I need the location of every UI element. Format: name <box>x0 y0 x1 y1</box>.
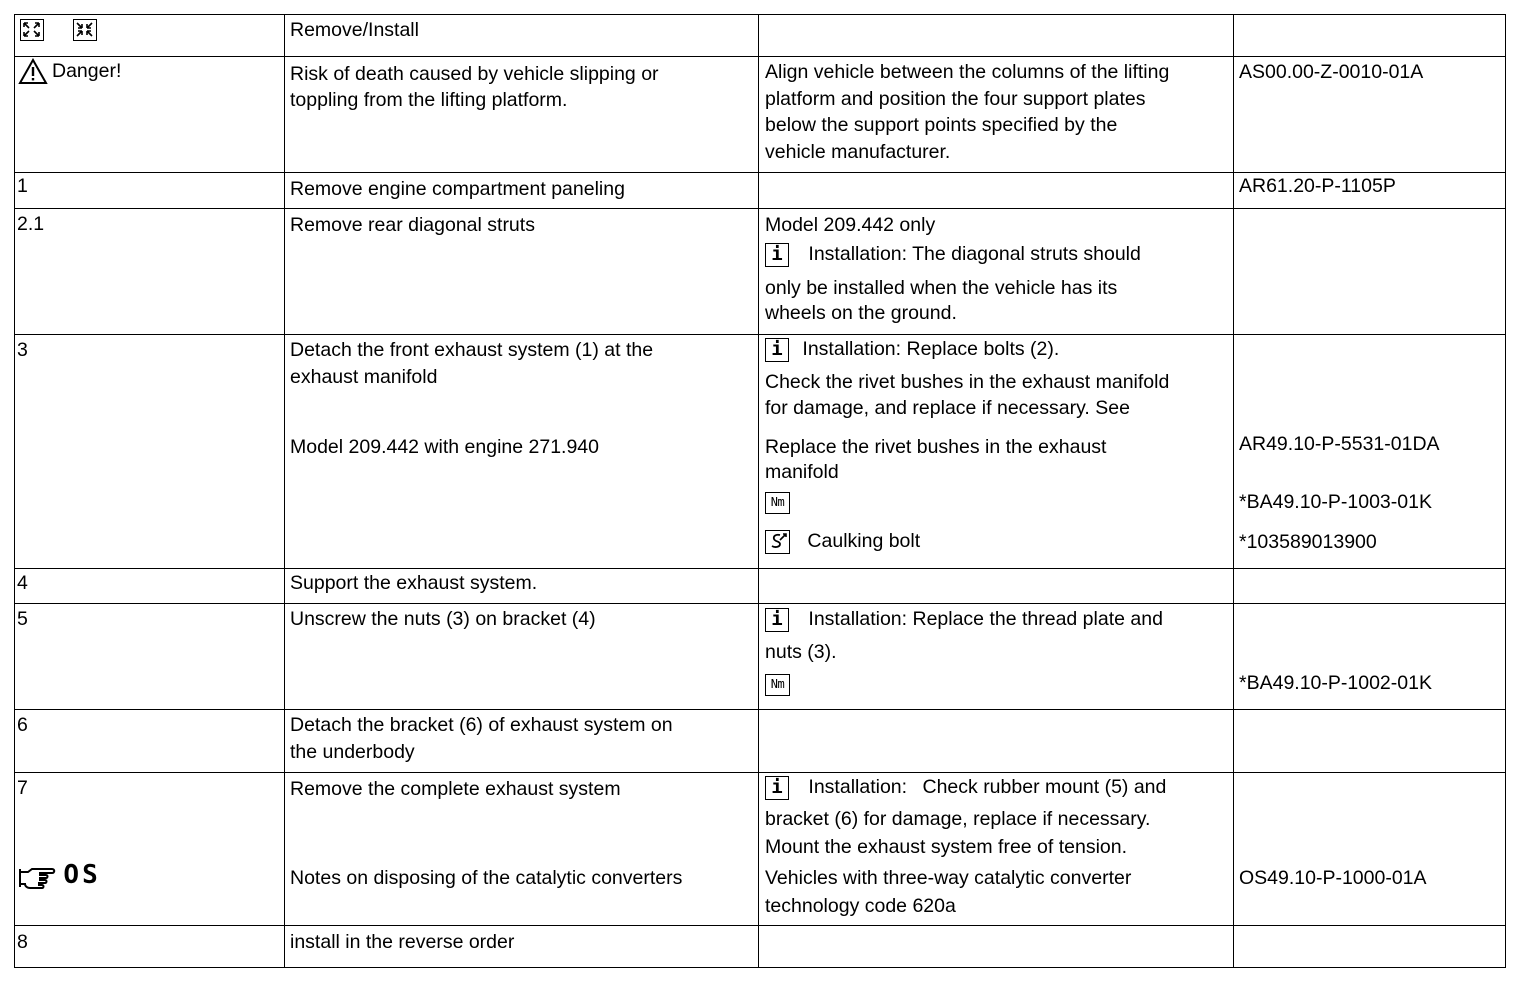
column-divider <box>284 14 285 968</box>
step-ref[interactable]: OS49.10-P-1000-01A <box>1239 867 1427 889</box>
column-divider <box>1233 14 1234 968</box>
danger-note-line: platform and position the four support plates <box>765 88 1146 110</box>
step-note-line: Installation: Replace the thread plate and <box>808 608 1163 630</box>
step-text: install in the reverse order <box>290 931 515 953</box>
info-note-group <box>765 242 1141 268</box>
info-note-group <box>765 775 1166 801</box>
tool-label: Caulking bolt <box>807 530 921 552</box>
os-label: OS <box>63 860 101 890</box>
torque-ref[interactable]: *BA49.10-P-1003-01K <box>1239 491 1432 513</box>
step-number: 6 <box>17 714 28 736</box>
torque-nm-icon: Nm <box>765 674 790 696</box>
row-divider <box>14 14 1506 15</box>
step-number: 7 <box>17 777 28 799</box>
header-label: Remove/Install <box>290 19 419 41</box>
danger-note-line: vehicle manufacturer. <box>765 141 951 163</box>
row-divider <box>14 172 1506 173</box>
danger-label-group <box>18 58 121 85</box>
os-group <box>18 858 101 893</box>
disposal-text: Notes on disposing of the catalytic converters <box>290 867 683 889</box>
step-text: Unscrew the nuts (3) on bracket (4) <box>290 608 596 630</box>
row-divider <box>14 334 1506 335</box>
step-ref[interactable]: AR49.10-P-5531-01DA <box>1239 433 1440 455</box>
step-note-line: Check the rivet bushes in the exhaust manifold <box>765 371 1170 393</box>
step-text-line: exhaust manifold <box>290 366 438 388</box>
info-note-group <box>765 337 1059 363</box>
info-note-group <box>765 607 1163 633</box>
info-icon: i <box>765 243 789 267</box>
danger-ref[interactable]: AS00.00-Z-0010-01A <box>1239 61 1424 83</box>
step-number: 5 <box>17 608 28 630</box>
step-number: 4 <box>17 572 28 594</box>
step-replace-line: Replace the rivet bushes in the exhaust <box>765 436 1107 458</box>
row-divider <box>14 967 1506 968</box>
pointing-hand-icon <box>18 865 58 891</box>
torque-group <box>765 490 790 516</box>
info-icon: i <box>765 776 789 800</box>
row-divider <box>14 208 1506 209</box>
step-text-line: Detach the front exhaust system (1) at the <box>290 339 654 361</box>
step-note-model: Model 209.442 only <box>765 214 936 236</box>
step-text-line: Detach the bracket (6) of exhaust system on <box>290 714 673 736</box>
row-divider <box>14 56 1506 57</box>
danger-label: Danger! <box>52 59 122 82</box>
step-model-text: Model 209.442 with engine 271.940 <box>290 436 599 458</box>
danger-text-line: toppling from the lifting platform. <box>290 89 568 111</box>
step-note-line: nuts (3). <box>765 641 837 663</box>
step-note-line: wheels on the ground. <box>765 302 957 324</box>
step-text: Remove rear diagonal struts <box>290 214 535 236</box>
torque-ref[interactable]: *BA49.10-P-1002-01K <box>1239 672 1432 694</box>
step-number: 3 <box>17 339 28 361</box>
column-divider <box>758 14 759 968</box>
info-icon: i <box>765 608 789 632</box>
row-divider <box>14 772 1506 773</box>
danger-note-line: below the support points specified by the <box>765 114 1118 136</box>
danger-note-line: Align vehicle between the columns of the lifting <box>765 61 1170 83</box>
step-note-line: for damage, and replace if necessary. See <box>765 397 1130 419</box>
step-text: Support the exhaust system. <box>290 572 538 594</box>
column-divider <box>1505 14 1506 968</box>
step-note-line: only be installed when the vehicle has its <box>765 277 1118 299</box>
step-note-line: Installation: The diagonal struts should <box>808 243 1141 265</box>
step-note-line: Mount the exhaust system free of tension. <box>765 836 1128 858</box>
step-number: 2.1 <box>17 213 45 235</box>
step-ref[interactable]: AR61.20-P-1105P <box>1239 175 1396 197</box>
row-divider <box>14 568 1506 569</box>
row-divider <box>14 925 1506 926</box>
step-text: Remove engine compartment paneling <box>290 178 625 200</box>
torque-nm-icon: Nm <box>765 492 790 514</box>
step-replace-line: manifold <box>765 461 839 483</box>
step-text: Remove the complete exhaust system <box>290 778 621 800</box>
danger-text-line: Risk of death caused by vehicle slipping or <box>290 63 659 85</box>
step-note-line: bracket (6) for damage, replace if necessary. <box>765 808 1151 830</box>
collapse-icon[interactable] <box>73 19 97 41</box>
special-tool-icon <box>765 530 790 554</box>
row-divider <box>14 603 1506 604</box>
torque-group <box>765 672 790 698</box>
tool-ref[interactable]: *103589013900 <box>1239 531 1377 553</box>
step-number: 1 <box>17 175 28 197</box>
step-note-line: Check rubber mount (5) and <box>922 776 1167 798</box>
vehicle-note-line: technology code 620a <box>765 895 956 917</box>
step-number: 8 <box>17 931 28 953</box>
expand-icon[interactable] <box>20 19 44 41</box>
row-divider <box>14 709 1506 710</box>
warning-icon <box>18 58 48 85</box>
tool-group <box>765 529 920 555</box>
column-divider <box>14 14 15 968</box>
info-icon: i <box>765 338 789 362</box>
step-note-line: Installation: Replace bolts (2). <box>802 338 1060 360</box>
step-text-line: the underbody <box>290 741 415 763</box>
vehicle-note-line: Vehicles with three-way catalytic converter <box>765 867 1132 889</box>
note-label: Installation: <box>808 776 908 798</box>
